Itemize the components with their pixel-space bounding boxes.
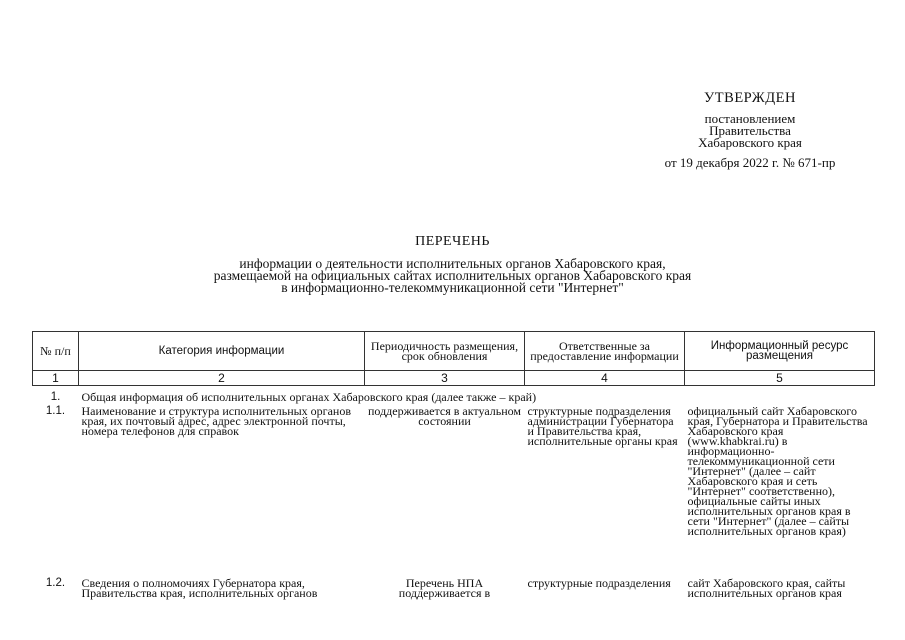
row-number: 1.1.: [45, 405, 66, 417]
header-resource: Информационный ресурс размещения: [685, 332, 875, 371]
document-subtitle: [0, 258, 905, 294]
table-header-row: [33, 332, 875, 371]
table-row: [33, 578, 875, 598]
approval-line: постановлением: [704, 111, 796, 126]
row-category: Наименование и структура исполнительных органов края, их почтовый адрес, адрес электронной почты, номера телефонов для справок: [81, 404, 352, 438]
subtitle-line: в информационно-телекоммуникационной сети "Интернет": [281, 280, 624, 295]
index-cell: 2: [79, 371, 365, 386]
index-cell: 5: [685, 371, 875, 386]
subtitle-line: размещаемой на официальных сайтах исполнительных органов Хабаровского края: [213, 268, 692, 283]
header-category: Категория информации: [79, 332, 365, 371]
approval-line: Правительства: [709, 123, 791, 138]
header-responsible: Ответственные за предоставление информации: [525, 332, 685, 371]
row-resource: сайт Хабаровского края, сайты исполнительных органов края: [687, 576, 846, 600]
row-period: Перечень НПА поддерживается в: [398, 576, 491, 600]
row-category: Сведения о полномочиях Губернатора края, Правительства края, исполнительных органов: [81, 576, 318, 600]
section-title: Общая информация об исполнительных органах Хабаровского края (далее также – край): [81, 390, 537, 404]
approval-line: Хабаровского края: [698, 135, 802, 150]
index-cell: 4: [525, 371, 685, 386]
approval-date: от 19 декабря 2022 г. № 671-пр: [664, 155, 836, 170]
row-responsible: структурные подразделения: [527, 576, 671, 590]
subtitle-line: информации о деятельности исполнительных органов Хабаровского края,: [239, 256, 666, 271]
index-cell: 1: [33, 371, 79, 386]
approval-heading: УТВЕРЖДЕН: [704, 90, 796, 106]
table-index-row: [33, 371, 875, 386]
row-period: поддерживается в актуальном состоянии: [368, 404, 521, 428]
index-cell: 3: [365, 371, 525, 386]
section-row: [33, 386, 875, 407]
info-table: [32, 331, 875, 598]
table-row: [33, 406, 875, 578]
row-number: 1.2.: [45, 577, 66, 589]
document-title: ПЕРЕЧЕНЬ: [415, 234, 490, 249]
row-resource: официальный сайт Хабаровского края, Губернатора и Правительства Хабаровского края (www.khabkrai.ru) в информационно-телекоммуникационной сети "Интернет" (далее – сайт Хабаровского края и сеть "Интернет" соответственно), официальные сайты иных исполнительных органов края в сети "Интернет" (далее – сайты исполнительных органов края): [687, 404, 868, 538]
row-responsible: структурные подразделения администрации Губернатора и Правительства края, исполнительные органы края: [527, 404, 678, 448]
header-number: № п/п: [33, 332, 79, 371]
approval-block: [640, 90, 860, 171]
section-number: 1.: [50, 391, 61, 403]
header-period: Периодичность размещения, срок обновления: [365, 332, 525, 371]
